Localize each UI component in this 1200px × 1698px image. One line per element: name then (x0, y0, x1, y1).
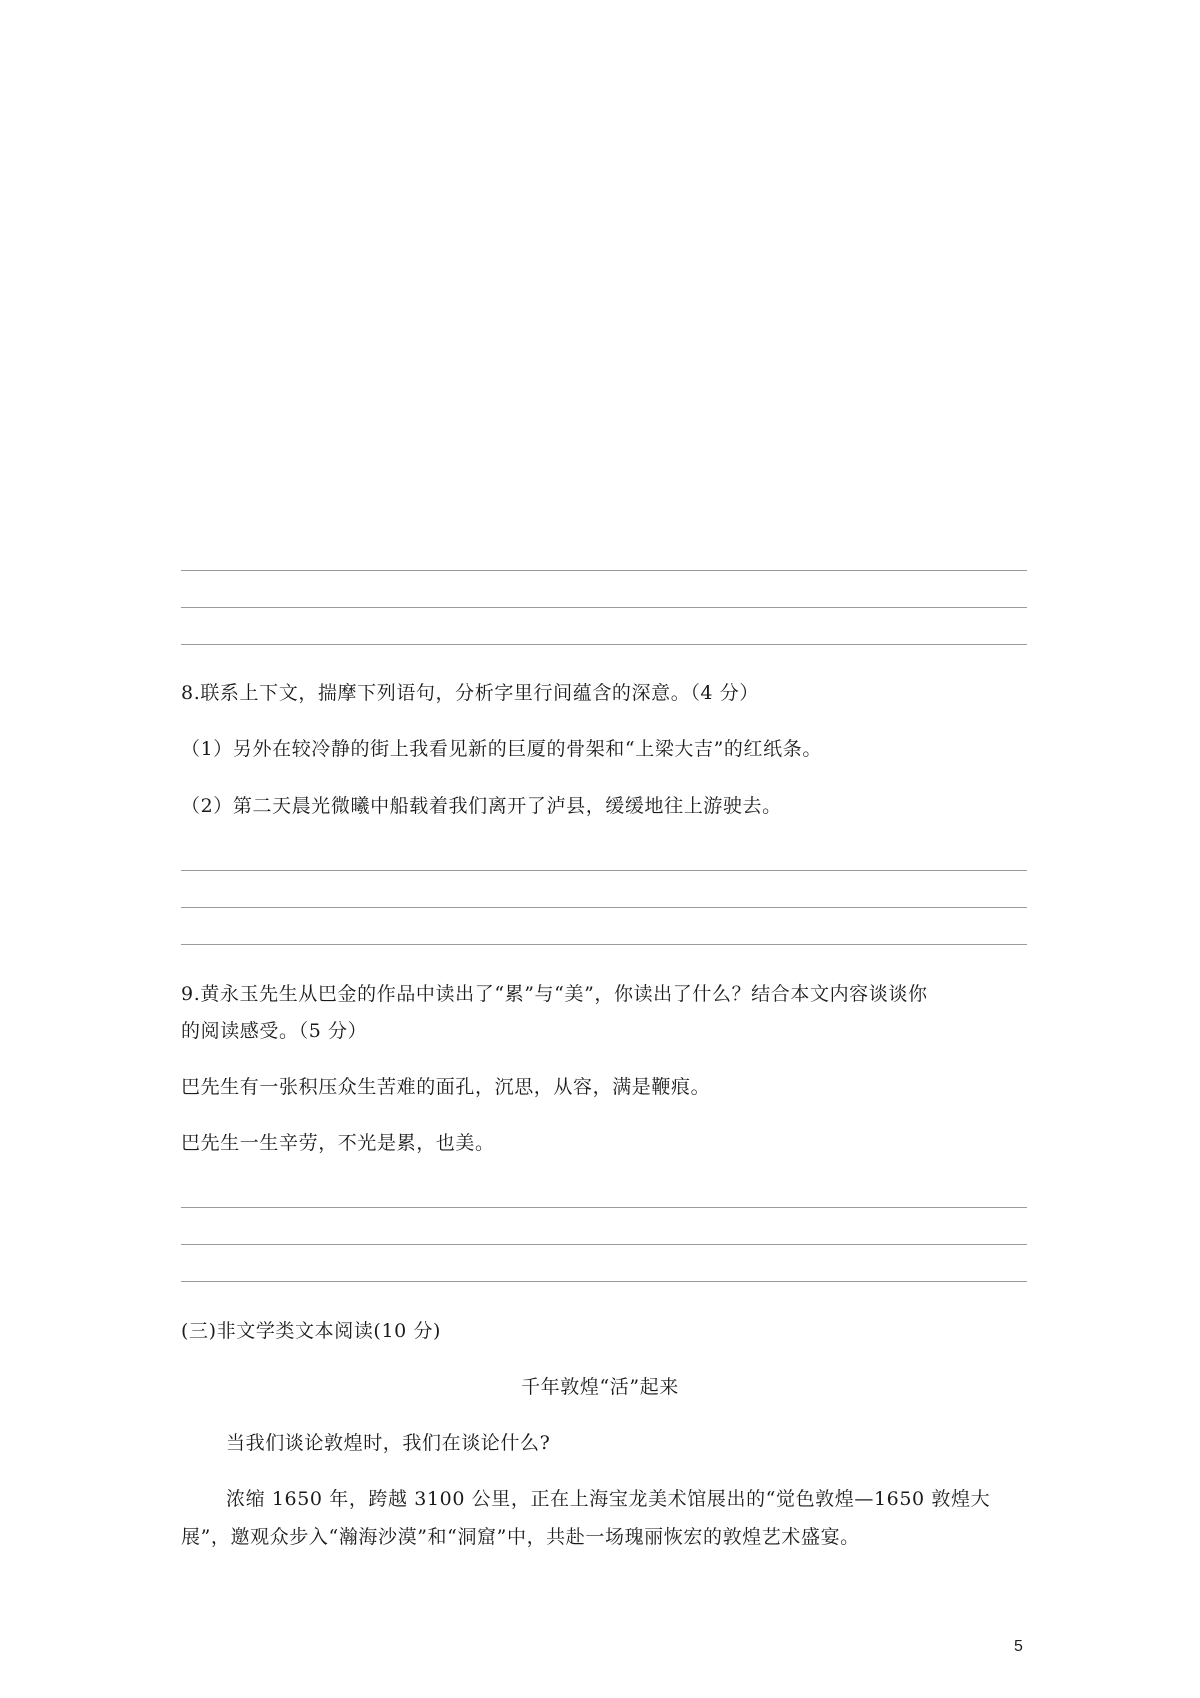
answer-line (181, 607, 1027, 608)
answer-line (181, 644, 1027, 645)
answer-line (181, 1281, 1027, 1282)
answer-line (181, 944, 1027, 945)
question-9-title-line-1: 9.黄永玉先生从巴金的作品中读出了“累”与“美”，你读出了什么？结合本文内容谈谈你 (181, 983, 928, 1005)
article-paragraph-1: 当我们谈论敦煌时，我们在谈论什么? (226, 1432, 551, 1454)
article-paragraph-2-line-1: 浓缩 1650 年，跨越 3100 公里，正在上海宝龙美术馆展出的“觉色敦煌—1650 敦煌大 (226, 1488, 991, 1510)
answer-line (181, 570, 1027, 571)
page-number: 5 (1014, 1638, 1023, 1655)
question-8-item-1: （1）另外在较冷静的街上我看见新的巨厦的骨架和“上梁大吉”的红纸条。 (181, 738, 822, 760)
answer-line (181, 870, 1027, 871)
question-9-title-line-2: 的阅读感受。（5 分） (181, 1020, 368, 1042)
question-8-item-2: （2）第二天晨光微曦中船载着我们离开了泸县，缓缓地往上游驶去。 (181, 795, 782, 817)
answer-line (181, 1207, 1027, 1208)
article-title: 千年敦煌“活”起来 (521, 1376, 679, 1398)
article-paragraph-2-line-2: 展”，邀观众步入“瀚海沙漠”和“洞窟”中，共赴一场瑰丽恢宏的敦煌艺术盛宴。 (181, 1526, 860, 1548)
question-8-title: 8.联系上下文，揣摩下列语句，分析字里行间蕴含的深意。（4 分） (181, 682, 759, 704)
answer-line (181, 907, 1027, 908)
answer-line (181, 1244, 1027, 1245)
question-9-quote-2: 巴先生一生辛劳，不光是累，也美。 (181, 1132, 495, 1154)
section-heading: (三)非文学类文本阅读(10 分) (181, 1320, 442, 1342)
question-9-quote-1: 巴先生有一张积压众生苦难的面孔，沉思，从容，满是鞭痕。 (181, 1076, 711, 1098)
